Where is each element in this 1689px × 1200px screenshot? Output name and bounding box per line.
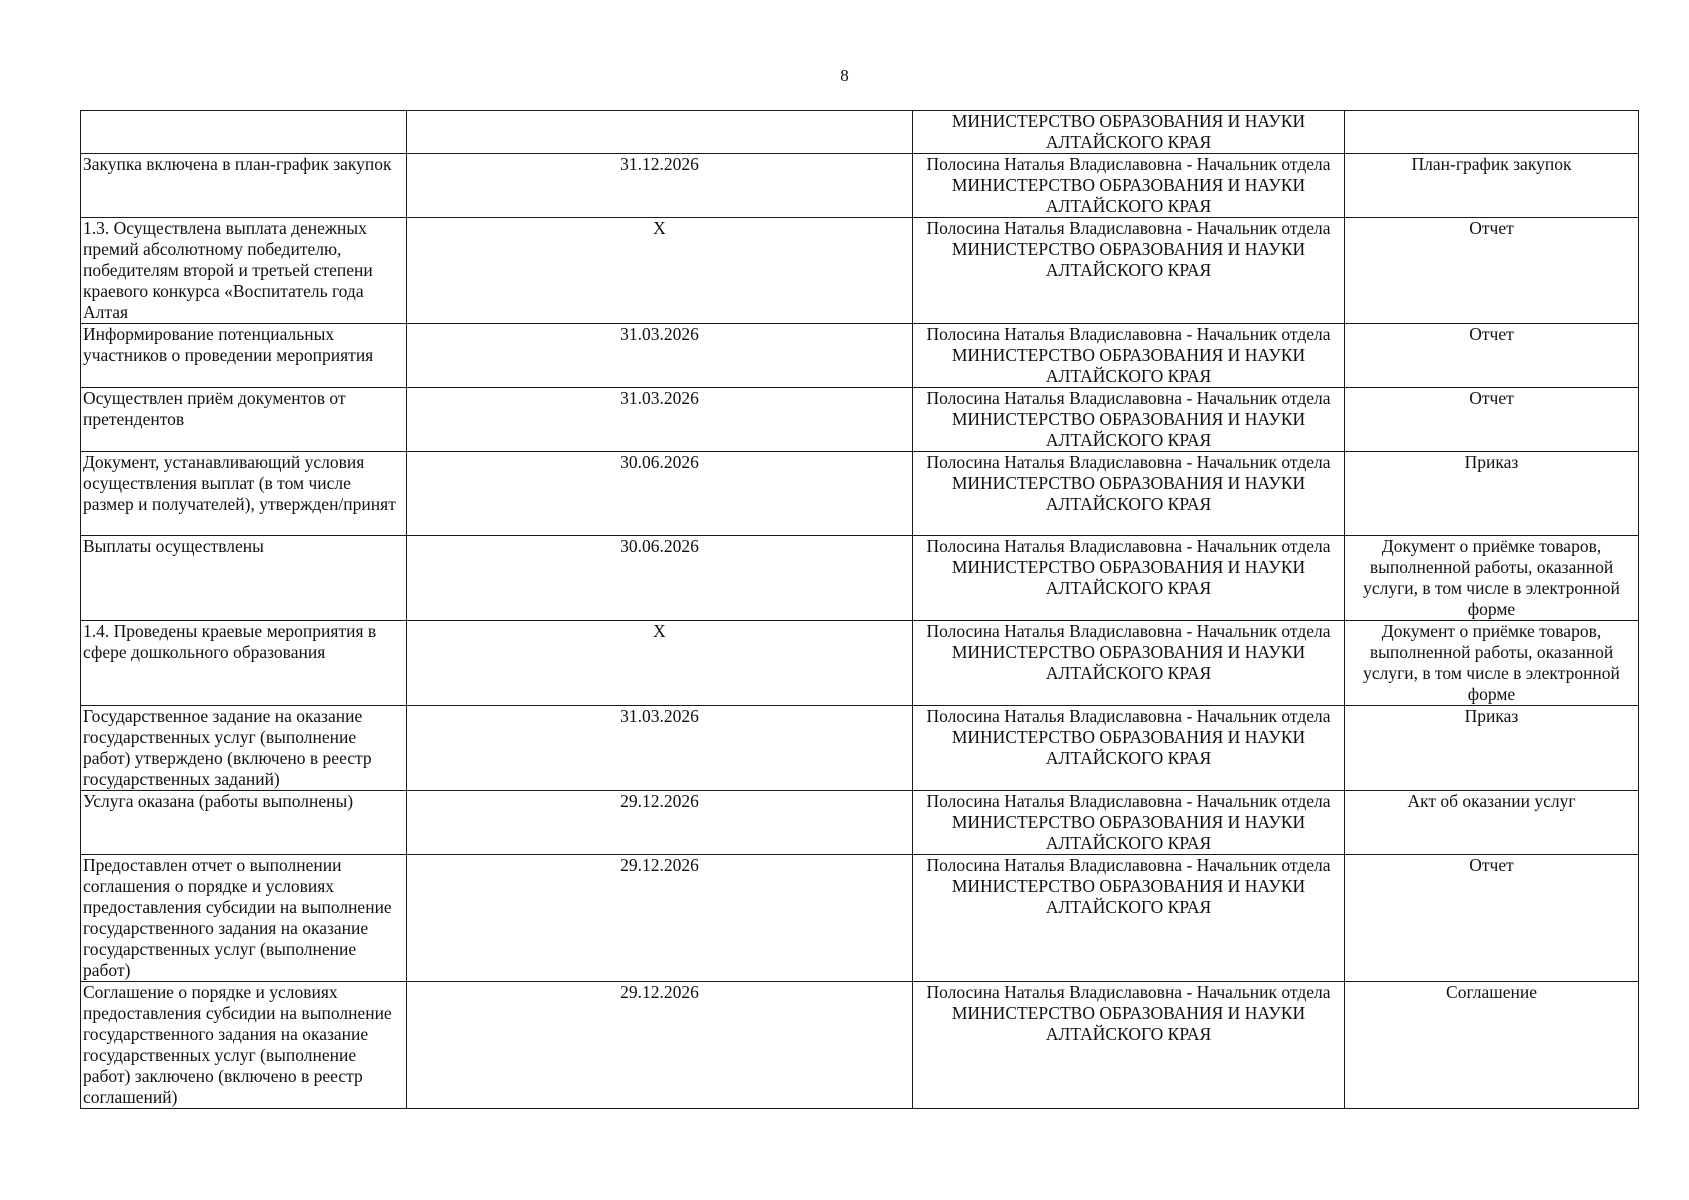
responsible-person: Полосина Наталья Владиславовна - Начальник отдела	[926, 388, 1331, 408]
date-cell: 29.12.2026	[407, 791, 913, 855]
responsible-cell	[913, 706, 1345, 791]
table-row	[81, 452, 1639, 536]
responsible-org-line2: АЛТАЙСКОГО КРАЯ	[1045, 897, 1212, 917]
date-cell: 30.06.2026	[407, 536, 913, 621]
responsible-org-line1: МИНИСТЕРСТВО ОБРАЗОВАНИЯ И НАУКИ	[951, 239, 1306, 259]
event-cell: Выплаты осуществлены	[81, 536, 407, 621]
date-cell: 31.03.2026	[407, 706, 913, 791]
responsible-cell	[913, 855, 1345, 982]
document-cell: Акт об оказании услуг	[1345, 791, 1639, 855]
table-row	[81, 154, 1639, 218]
table-row	[81, 621, 1639, 706]
responsible-org-line2: АЛТАЙСКОГО КРАЯ	[1045, 833, 1212, 853]
date-cell: X	[407, 621, 913, 706]
responsible-cell	[913, 452, 1345, 536]
document-cell: Отчет	[1345, 218, 1639, 324]
date-cell: 31.12.2026	[407, 154, 913, 218]
responsible-cell	[913, 111, 1345, 154]
event-cell: Информирование потенциальных участников о проведении мероприятия	[81, 324, 407, 388]
responsible-cell	[913, 324, 1345, 388]
responsible-org-line1: МИНИСТЕРСТВО ОБРАЗОВАНИЯ И НАУКИ	[951, 175, 1306, 195]
responsible-org-line1: МИНИСТЕРСТВО ОБРАЗОВАНИЯ И НАУКИ	[951, 345, 1306, 365]
responsible-org-line1: МИНИСТЕРСТВО ОБРАЗОВАНИЯ И НАУКИ	[951, 473, 1306, 493]
responsible-person: Полосина Наталья Владиславовна - Начальник отдела	[926, 324, 1331, 344]
responsible-cell	[913, 621, 1345, 706]
table-row	[81, 324, 1639, 388]
date-cell: X	[407, 218, 913, 324]
date-cell: 31.03.2026	[407, 324, 913, 388]
document-cell: Приказ	[1345, 706, 1639, 791]
document-cell: План-график закупок	[1345, 154, 1639, 218]
responsible-cell	[913, 791, 1345, 855]
responsible-org-line1: МИНИСТЕРСТВО ОБРАЗОВАНИЯ И НАУКИ	[951, 876, 1306, 896]
responsible-cell	[913, 218, 1345, 324]
responsible-org-line2: АЛТАЙСКОГО КРАЯ	[1045, 196, 1212, 216]
responsible-person: Полосина Наталья Владиславовна - Начальник отдела	[926, 855, 1331, 875]
event-cell: Документ, устанавливающий условия осуществления выплат (в том числе размер и получателей), утвержден/принят	[81, 452, 407, 536]
responsible-person: Полосина Наталья Владиславовна - Начальник отдела	[926, 154, 1331, 174]
event-cell: 1.3. Осуществлена выплата денежных премий абсолютному победителю, победителям второй и третьей степени краевого конкурса «Воспитатель года Алтая	[81, 218, 407, 324]
document-cell: Отчет	[1345, 388, 1639, 452]
table-row	[81, 111, 1639, 154]
event-cell: Государственное задание на оказание государственных услуг (выполнение работ) утверждено (включено в реестр государственных заданий)	[81, 706, 407, 791]
event-cell: Осуществлен приём документов от претендентов	[81, 388, 407, 452]
document-cell	[1345, 111, 1639, 154]
responsible-org-line1: МИНИСТЕРСТВО ОБРАЗОВАНИЯ И НАУКИ	[951, 727, 1306, 747]
date-cell: 29.12.2026	[407, 855, 913, 982]
date-cell	[407, 111, 913, 154]
responsible-cell	[913, 154, 1345, 218]
page-number: 8	[840, 66, 849, 85]
table-row	[81, 982, 1639, 1109]
responsible-org-line2: АЛТАЙСКОГО КРАЯ	[1045, 663, 1212, 683]
table-row	[81, 791, 1639, 855]
responsible-person: Полосина Наталья Владиславовна - Начальник отдела	[926, 218, 1331, 238]
document-cell: Отчет	[1345, 855, 1639, 982]
responsible-person: Полосина Наталья Владиславовна - Начальник отдела	[926, 706, 1331, 726]
document-cell: Приказ	[1345, 452, 1639, 536]
responsible-person: Полосина Наталья Владиславовна - Начальник отдела	[926, 621, 1331, 641]
responsible-org-line1: МИНИСТЕРСТВО ОБРАЗОВАНИЯ И НАУКИ	[951, 409, 1306, 429]
responsible-org-line2: АЛТАЙСКОГО КРАЯ	[1045, 578, 1212, 598]
responsible-person: Полосина Наталья Владиславовна - Начальник отдела	[926, 536, 1331, 556]
responsible-org-line2: АЛТАЙСКОГО КРАЯ	[1045, 366, 1212, 386]
responsible-org-line1: МИНИСТЕРСТВО ОБРАЗОВАНИЯ И НАУКИ	[951, 557, 1306, 577]
responsible-person: Полосина Наталья Владиславовна - Начальник отдела	[926, 982, 1331, 1002]
table-row	[81, 218, 1639, 324]
table-row	[81, 536, 1639, 621]
responsible-cell	[913, 536, 1345, 621]
date-cell: 30.06.2026	[407, 452, 913, 536]
responsible-org-line2: АЛТАЙСКОГО КРАЯ	[1045, 132, 1212, 152]
table-row	[81, 855, 1639, 982]
responsible-org-line1: МИНИСТЕРСТВО ОБРАЗОВАНИЯ И НАУКИ	[951, 812, 1306, 832]
event-cell: Предоставлен отчет о выполнении соглашения о порядке и условиях предоставления субсидии на выполнение государственного задания на оказание государственных услуг (выполнение работ)	[81, 855, 407, 982]
document-cell: Документ о приёмке товаров, выполненной работы, оказанной услуги, в том числе в электронной форме	[1345, 536, 1639, 621]
responsible-org-line2: АЛТАЙСКОГО КРАЯ	[1045, 430, 1212, 450]
responsible-person: Полосина Наталья Владиславовна - Начальник отдела	[926, 791, 1331, 811]
responsible-org-line1: МИНИСТЕРСТВО ОБРАЗОВАНИЯ И НАУКИ	[951, 111, 1306, 131]
responsible-org-line1: МИНИСТЕРСТВО ОБРАЗОВАНИЯ И НАУКИ	[951, 1003, 1306, 1023]
event-cell: Соглашение о порядке и условиях предоставления субсидии на выполнение государственного задания на оказание государственных услуг (выполнение работ) заключено (включено в реестр соглашений)	[81, 982, 407, 1109]
event-cell: Закупка включена в план-график закупок	[81, 154, 407, 218]
event-cell: Услуга оказана (работы выполнены)	[81, 791, 407, 855]
document-cell: Отчет	[1345, 324, 1639, 388]
plan-table	[80, 110, 1639, 1109]
responsible-org-line2: АЛТАЙСКОГО КРАЯ	[1045, 494, 1212, 514]
responsible-org-line2: АЛТАЙСКОГО КРАЯ	[1045, 260, 1212, 280]
responsible-org-line2: АЛТАЙСКОГО КРАЯ	[1045, 748, 1212, 768]
event-cell: 1.4. Проведены краевые мероприятия в сфере дошкольного образования	[81, 621, 407, 706]
document-cell: Соглашение	[1345, 982, 1639, 1109]
responsible-cell	[913, 982, 1345, 1109]
event-cell	[81, 111, 407, 154]
date-cell: 29.12.2026	[407, 982, 913, 1109]
document-cell: Документ о приёмке товаров, выполненной работы, оказанной услуги, в том числе в электронной форме	[1345, 621, 1639, 706]
date-cell: 31.03.2026	[407, 388, 913, 452]
responsible-person: Полосина Наталья Владиславовна - Начальник отдела	[926, 452, 1331, 472]
responsible-org-line2: АЛТАЙСКОГО КРАЯ	[1045, 1024, 1212, 1044]
responsible-org-line1: МИНИСТЕРСТВО ОБРАЗОВАНИЯ И НАУКИ	[951, 642, 1306, 662]
responsible-cell	[913, 388, 1345, 452]
table-row	[81, 388, 1639, 452]
table-row	[81, 706, 1639, 791]
